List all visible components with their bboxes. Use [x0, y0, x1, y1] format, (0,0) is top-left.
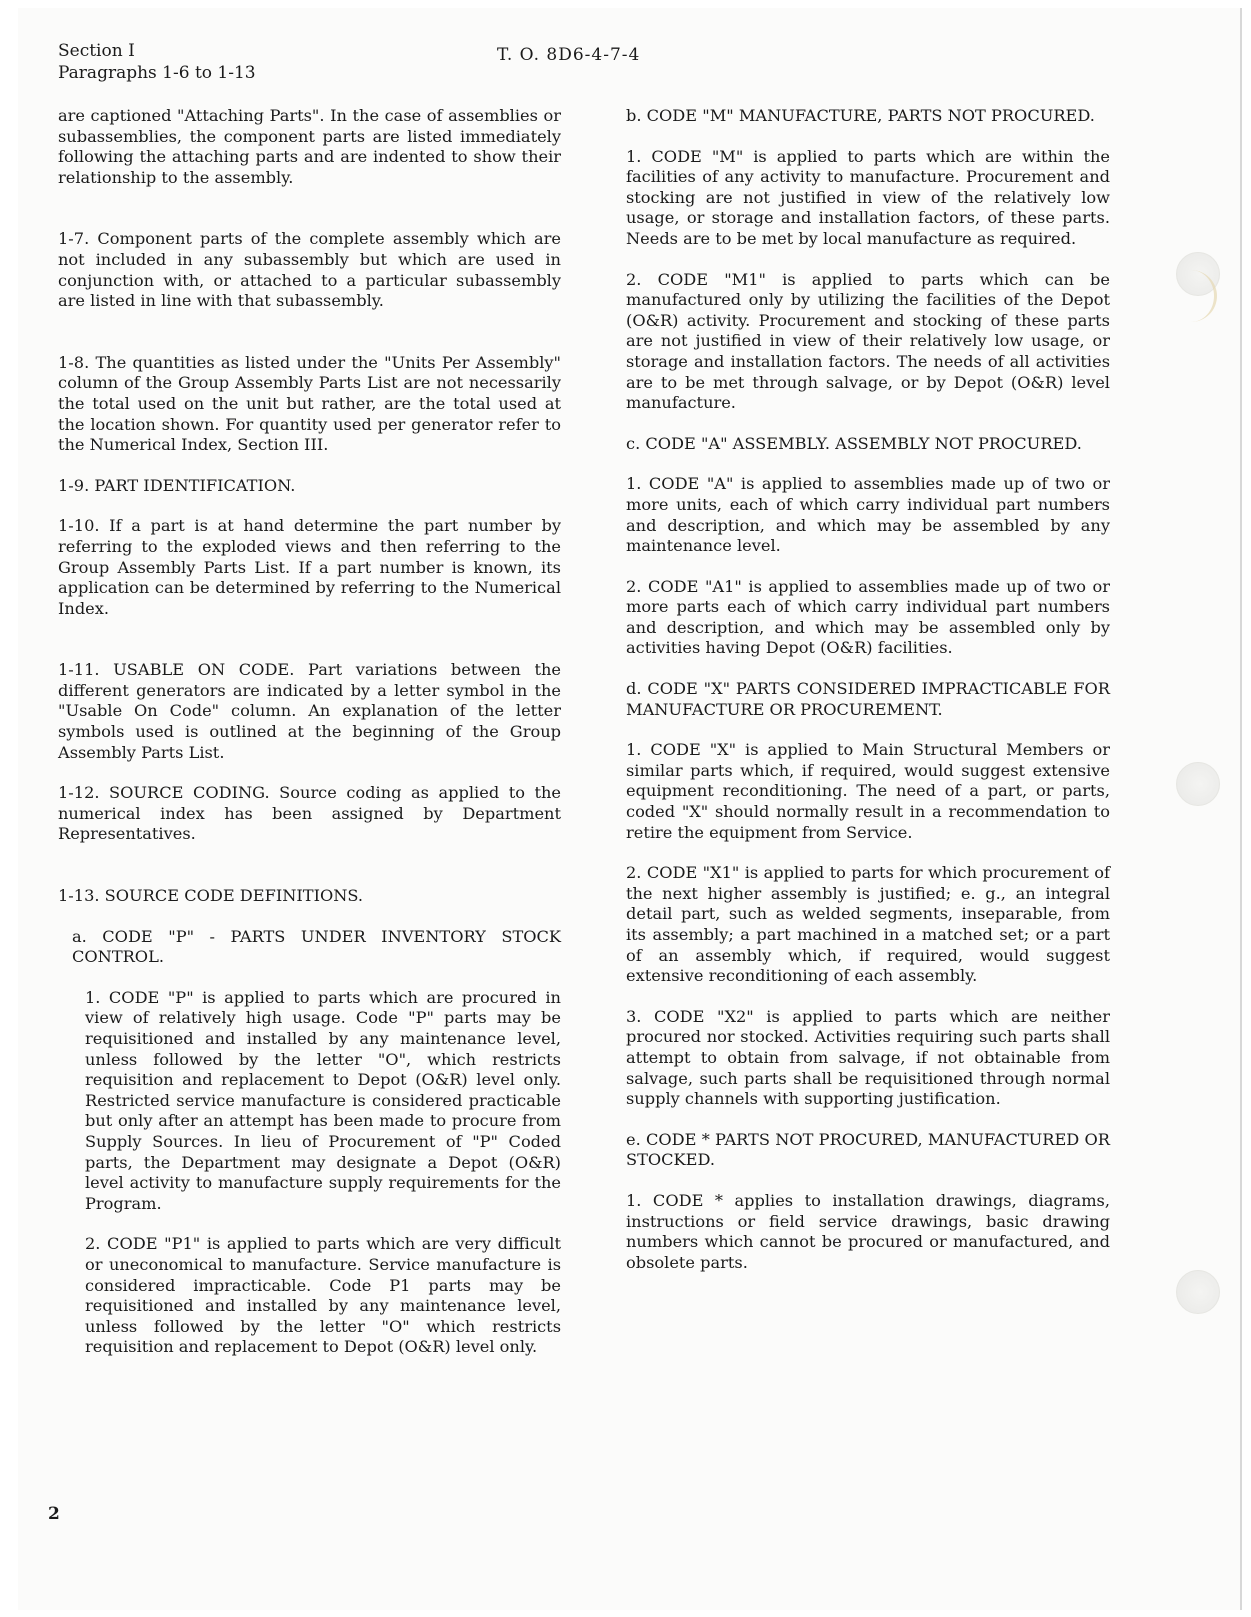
paragraph-1-8: 1-8. The quantities as listed under the "Units Per Assembly" column of the Group Assembly Parts List are not necessarily the total used on the unit but rather, are the total used at the location shown. For quantity used per generator refer to the Numerical Index, Section III.	[58, 352, 561, 455]
code-m1-item-2: 2. CODE "M1" is applied to parts which can be manufactured only by utilizing the facilities of the Depot (O&R) activity. Procurement and stocking of these parts are not justified in view of their relatively low usage, or storage and installation factors. The needs of all activities are to be met through salvage, or by Depot (O&R) level manufacture.	[626, 269, 1110, 413]
code-star-item-1: 1. CODE * applies to installation drawings, diagrams, instructions or field service drawings, basic drawing numbers which cannot be procured or manufactured, and obsolete parts.	[626, 1190, 1110, 1272]
code-m-heading: b. CODE "M" MANUFACTURE, PARTS NOT PROCURED.	[626, 106, 1095, 125]
code-p-item-1: 1. CODE "P" is applied to parts which are procured in view of relatively high usage. Code "P" parts may be requisitioned and installed by any maintenance level, unless followed by the letter "O", which restricts requisition and replacement to Depot (O&R) level only. Restricted service manufacture is considered practicable but only after an attempt has been made to procure from Supply Sources. In lieu of Procurement of "P" Coded parts, the Department may designate a Depot (O&R) level activity to manufacture supply requirements for the Program.	[85, 987, 561, 1213]
section-label: Section I	[58, 41, 135, 61]
left-column	[58, 106, 561, 1358]
code-p1-item-2: 2. CODE "P1" is applied to parts which are very difficult or uneconomical to manufacture. Service manufacture is considered impracticable. Code P1 parts may be requisitioned and installed by any maintenance level, unless followed by the letter "O" which restricts requisition and replacement to Depot (O&R) level only.	[85, 1234, 561, 1357]
code-p-heading: a. CODE "P" - PARTS UNDER INVENTORY STOCK CONTROL.	[72, 926, 561, 967]
paragraph-1-10: 1-10. If a part is at hand determine the part number by referring to the exploded views and then referring to the Group Assembly Parts List. If a part number is known, its application can be determined by referring to the Numerical Index.	[58, 516, 561, 618]
right-column	[626, 106, 1110, 1273]
code-a1-item-2: 2. CODE "A1" is applied to assemblies made up of two or more parts each of which carry individual part numbers and description, and which may be assembled only by activities having Depot (O&R) facilities.	[626, 576, 1110, 658]
page-number: 2	[48, 1504, 60, 1524]
paragraph-1-12: 1-12. SOURCE CODING. Source coding as applied to the numerical index has been assigned by Department Representatives.	[58, 783, 561, 844]
code-x-heading: d. CODE "X" PARTS CONSIDERED IMPRACTICABLE FOR MANUFACTURE OR PROCUREMENT.	[626, 679, 1110, 719]
binder-hole	[1176, 1270, 1220, 1314]
code-a-heading: c. CODE "A" ASSEMBLY. ASSEMBLY NOT PROCURED.	[626, 433, 1082, 453]
code-x-item-1: 1. CODE "X" is applied to Main Structural Members or similar parts which, if required, would suggest extensive equipment reconditioning. The need of a part, or parts, coded "X" should normally result in a recommendation to retire the equipment from Service.	[626, 740, 1110, 842]
paragraph-continuation: are captioned "Attaching Parts". In the case of assemblies or subassemblies, the component parts are listed immediately following the attaching parts and are indented to show their relationship to the assembly.	[58, 106, 561, 187]
paragraph-1-13-heading: 1-13. SOURCE CODE DEFINITIONS.	[58, 886, 364, 906]
code-star-heading: e. CODE * PARTS NOT PROCURED, MANUFACTURED OR STOCKED.	[626, 1129, 1110, 1170]
paragraph-1-7: 1-7. Component parts of the complete assembly which are not included in any subassembly but which are used in conjunction with, or attached to a particular subassembly are listed in line with that subassembly.	[58, 229, 561, 311]
code-a-item-1: 1. CODE "A" is applied to assemblies made up of two or more units, each of which carry individual part numbers and description, and which may be assembled by any maintenance level.	[626, 474, 1110, 556]
paragraph-range: Paragraphs 1-6 to 1-13	[58, 63, 256, 83]
code-x2-item-3: 3. CODE "X2" is applied to parts which are neither procured nor stocked. Activities requiring such parts shall attempt to obtain from salvage, if not obtainable from salvage, such parts shall be requisitioned through normal supply channels with supporting justification.	[626, 1006, 1110, 1109]
paragraph-1-9-heading: 1-9. PART IDENTIFICATION.	[58, 475, 296, 495]
paragraph-1-11: 1-11. USABLE ON CODE. Part variations between the different generators are indicated by a letter symbol in the "Usable On Code" column. An explanation of the letter symbols used is outlined at the beginning of the Group Assembly Parts List.	[58, 660, 561, 762]
binder-hole	[1176, 762, 1220, 806]
code-m-item-1: 1. CODE "M" is applied to parts which are within the facilities of any activity to manufacture. Procurement and stocking are not justified in view of the relatively low usage, or storage and installation factors, of these parts. Needs are to be met by local manufacture as required.	[626, 146, 1110, 248]
to-number: T. O. 8D6-4-7-4	[497, 45, 641, 65]
code-x1-item-2: 2. CODE "X1" is applied to parts for which procurement of the next higher assembly is justified; e. g., an integral detail part, such as welded segments, inseparable, from its assembly; a part machined in a matched set; or a part of an assembly which, if required, would suggest extensive reconditioning of each assembly.	[626, 863, 1110, 986]
